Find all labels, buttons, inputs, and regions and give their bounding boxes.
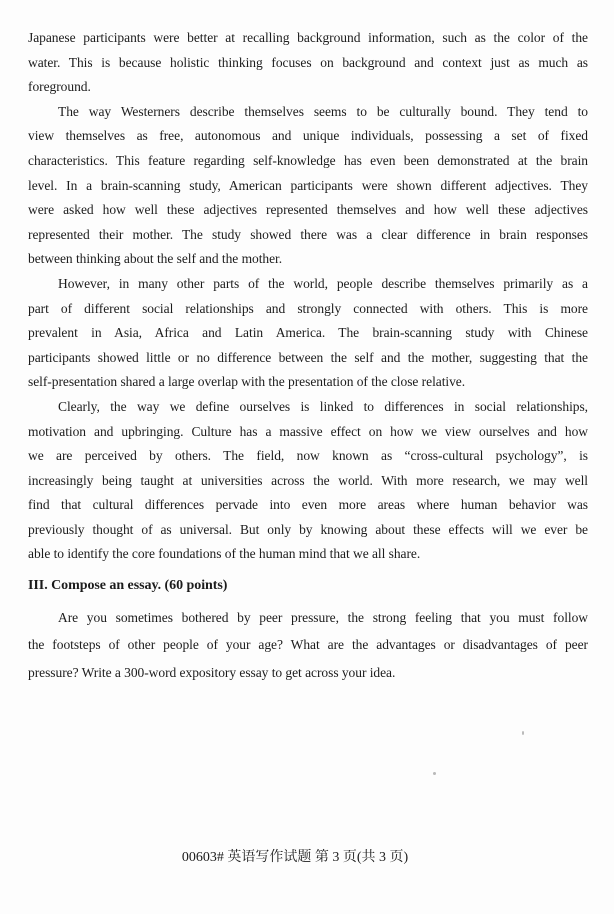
text-line: between thinking about the self and the mother.: [28, 251, 283, 267]
paragraph: [28, 26, 588, 100]
text-line: the footsteps of other people of your age? What are the advantages or disadvantages of peer: [28, 637, 588, 653]
text-line: Are you sometimes bothered by peer pressure, the strong feeling that you must follow: [58, 609, 588, 625]
page-footer-text: 00603# 英语写作试题 第 3 页(共 3 页): [181, 850, 409, 865]
text-line: characteristics. This feature regarding self-knowledge has even been demonstrated at the brain: [28, 152, 588, 168]
text-line: water. This is because holistic thinking focuses on background and context just as much as: [28, 54, 588, 70]
text-line: However, in many other parts of the world, people describe themselves primarily as a: [58, 275, 588, 291]
text-line: able to identify the core foundations of the human mind that we all share.: [28, 546, 421, 562]
text-line: self-presentation shared a large overlap with the presentation of the close relative.: [28, 374, 466, 390]
text-line: prevalent in Asia, Africa and Latin America. The brain-scanning study with Chinese: [28, 325, 588, 341]
text-line: find that cultural differences pervade into even more areas where human behavior was: [28, 497, 588, 513]
heading-text: III. Compose an essay. (60 points): [28, 578, 228, 594]
section-heading: [28, 574, 588, 599]
text-line: were asked how well these adjectives represented themselves and how well these adjectives: [28, 202, 588, 218]
paragraph: [28, 272, 588, 395]
text-line: we are perceived by others. The field, now known as “cross-cultural psychology”, is: [28, 448, 588, 464]
text-line: previously thought of as universal. But only by knowing about these effects will we ever be: [28, 521, 588, 537]
text-line: Clearly, the way we define ourselves is linked to differences in social relationships,: [58, 398, 588, 414]
text-line: participants showed little or no difference between the self and the mother, suggesting that the: [28, 349, 588, 365]
text-line: The way Westerners describe themselves seems to be culturally bound. They tend to: [58, 103, 588, 119]
text-line: level. In a brain-scanning study, American participants were shown different adjectives. They: [28, 177, 588, 193]
paragraph: [28, 604, 588, 687]
text-line: represented their mother. The study showed there was a clear difference in brain responses: [28, 226, 588, 242]
paragraph: [28, 395, 588, 567]
scan-speck: [522, 731, 524, 735]
text-line: foreground.: [28, 79, 91, 95]
text-line: motivation and upbringing. Culture has a massive effect on how we view ourselves and how: [28, 423, 588, 439]
text-line: increasingly being taught at universities across the world. With more research, we may well: [28, 472, 588, 488]
page-footer: [0, 846, 590, 866]
paragraph: [28, 100, 588, 272]
text-line: view themselves as free, autonomous and unique individuals, possessing a set of fixed: [28, 128, 588, 144]
document-body: [28, 26, 588, 686]
text-line: pressure? Write a 300-word expository essay to get across your idea.: [28, 664, 396, 680]
text-line: part of different social relationships and strongly connected with others. This is more: [28, 300, 588, 316]
scan-speck: [433, 772, 436, 775]
text-line: Japanese participants were better at recalling background information, such as the color of the: [28, 30, 588, 45]
